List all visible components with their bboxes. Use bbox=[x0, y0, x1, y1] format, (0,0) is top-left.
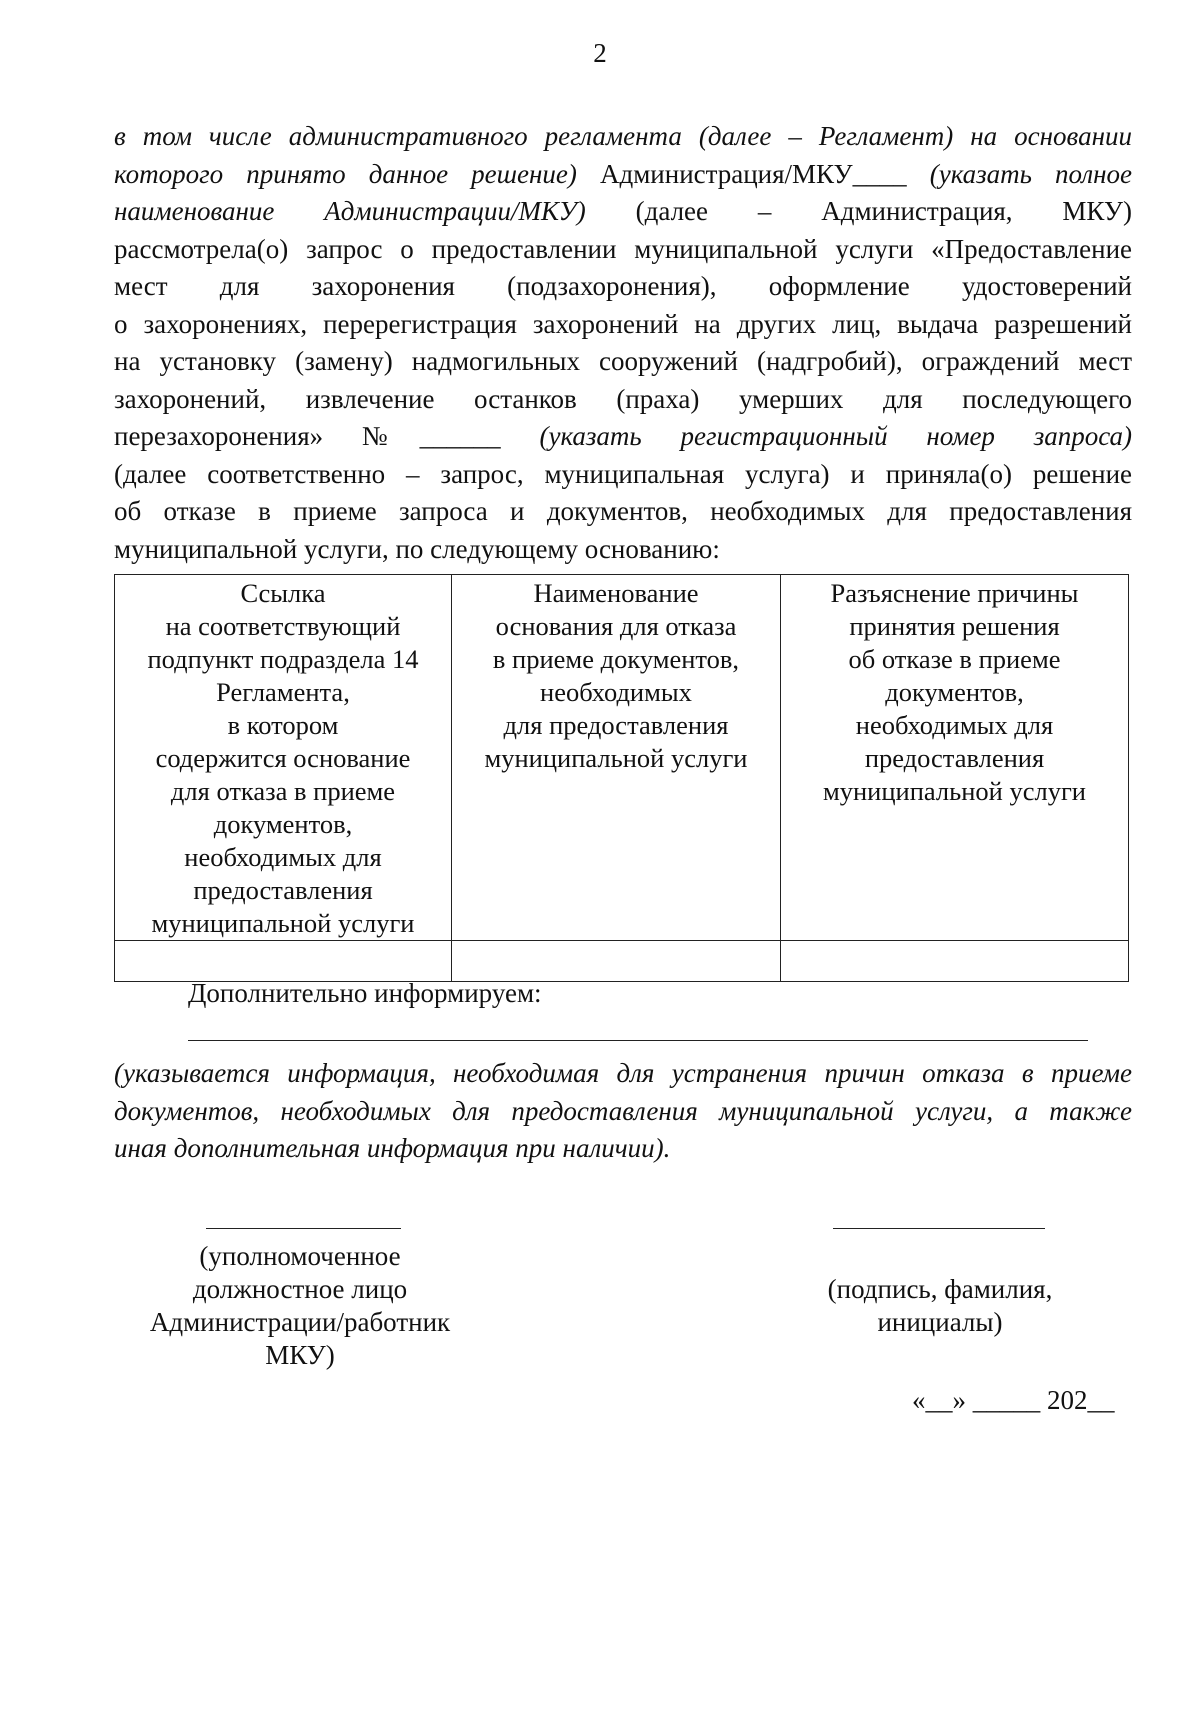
date-line: «__» _____ 202__ bbox=[912, 1385, 1115, 1415]
note-line: документов, необходимых для предоставления муниципальной услуги, а также bbox=[114, 1095, 1132, 1126]
intro-line: захоронений, извлечение останков (праха) умерших для последующего bbox=[114, 383, 1132, 414]
intro-text: перезахоронения» №______ bbox=[114, 421, 501, 451]
intro-italic-text: которого принято данное решение) bbox=[114, 158, 577, 189]
intro-text: (далее – Администрация, МКУ) bbox=[635, 196, 1133, 226]
header-line: предоставления bbox=[193, 875, 373, 905]
additional-info-blank-line bbox=[188, 1040, 1088, 1041]
page-number: 2 bbox=[593, 38, 607, 68]
intro-italic-text: наименование Администрации/МКУ) bbox=[114, 196, 586, 226]
header-line: в котором bbox=[227, 710, 339, 740]
caption-line: (подпись, фамилия, bbox=[827, 1274, 1053, 1304]
header-line: необходимых bbox=[540, 677, 692, 707]
header-line: подпункт подраздела 14 bbox=[147, 644, 419, 674]
intro-line bbox=[114, 156, 1132, 194]
header-line: Ссылка bbox=[240, 578, 326, 608]
header-line: необходимых для bbox=[184, 842, 382, 872]
header-line: муниципальной услуги bbox=[822, 776, 1086, 806]
note-line: иная дополнительная информация при наличии). bbox=[114, 1133, 671, 1163]
note-line: (указывается информация, необходимая для устранения причин отказа в приеме bbox=[114, 1058, 1132, 1088]
header-cell-explanation bbox=[781, 575, 1129, 941]
intro-line: муниципальной услуги, по следующему основанию: bbox=[114, 533, 720, 564]
table-row bbox=[115, 941, 1129, 982]
intro-line: рассмотрела(о) запрос о предоставлении муниципальной услуги «Предоставление bbox=[114, 233, 1132, 264]
header-line: документов, bbox=[885, 677, 1024, 707]
intro-paragraph bbox=[114, 118, 1132, 568]
table-cell bbox=[452, 941, 781, 982]
intro-line bbox=[114, 418, 1132, 456]
intro-line bbox=[114, 193, 1132, 231]
header-cell-grounds bbox=[452, 575, 781, 941]
header-line: необходимых для bbox=[855, 710, 1054, 740]
header-line: для отказа в приеме bbox=[170, 776, 396, 806]
table-header-row bbox=[115, 575, 1129, 941]
header-cell-reference bbox=[115, 575, 452, 941]
intro-line: на установку (замену) надмогильных сооружений (надгробий), ограждений мест bbox=[114, 346, 1132, 376]
intro-line: (далее соответственно – запрос, муниципальная услуга) и приняла(о) решение bbox=[114, 458, 1132, 489]
intro-line: мест для захоронения (подзахоронения), оформление удостоверений bbox=[114, 271, 1132, 301]
header-line: для предоставления bbox=[503, 710, 729, 740]
caption-line: МКУ) bbox=[265, 1340, 335, 1370]
intro-italic-text: в том числе административного регламента (далее – Регламент) на основании bbox=[114, 121, 1132, 151]
table-cell bbox=[115, 941, 452, 982]
signature-right-line bbox=[833, 1228, 1045, 1229]
header-line: основания для отказа bbox=[495, 611, 737, 641]
refusal-grounds-table bbox=[114, 574, 1129, 982]
caption-line: должностное лицо bbox=[192, 1274, 408, 1304]
header-line: в приеме документов, bbox=[492, 644, 740, 674]
header-line: Разъяснение причины bbox=[830, 578, 1079, 608]
caption-line: (уполномоченное bbox=[199, 1241, 401, 1271]
additional-info-note bbox=[114, 1054, 1132, 1167]
header-line: на соответствующий bbox=[165, 611, 401, 641]
caption-line: инициалы) bbox=[877, 1307, 1003, 1337]
header-line: муниципальной услуги bbox=[484, 743, 748, 773]
header-line: Наименование bbox=[533, 578, 699, 608]
intro-text: Администрация/МКУ____ bbox=[599, 158, 907, 189]
intro-italic-text: (указать регистрационный номер запроса) bbox=[539, 421, 1133, 451]
intro-line: о захоронениях, перерегистрация захоронений на других лиц, выдача разрешений bbox=[114, 308, 1132, 339]
signature-left-caption bbox=[110, 1240, 490, 1372]
signature-left-line bbox=[206, 1228, 401, 1229]
header-line: Регламента, bbox=[216, 677, 350, 707]
header-line: муниципальной услуги bbox=[151, 908, 415, 938]
header-line: об отказе в приеме bbox=[848, 644, 1061, 674]
header-line: принятия решения bbox=[849, 611, 1060, 641]
header-line: содержится основание bbox=[155, 743, 411, 773]
header-line: документов, bbox=[213, 809, 353, 839]
table-cell bbox=[781, 941, 1129, 982]
intro-line: об отказе в приеме запроса и документов, необходимых для предоставления bbox=[114, 496, 1132, 526]
header-line: предоставления bbox=[864, 743, 1045, 773]
intro-italic-text: (указать полное bbox=[929, 158, 1133, 189]
signature-right-caption bbox=[770, 1273, 1110, 1339]
additional-info-label: Дополнительно информируем: bbox=[188, 978, 542, 1008]
intro-line bbox=[114, 118, 1132, 156]
caption-line: Администрации/работник bbox=[149, 1307, 451, 1337]
